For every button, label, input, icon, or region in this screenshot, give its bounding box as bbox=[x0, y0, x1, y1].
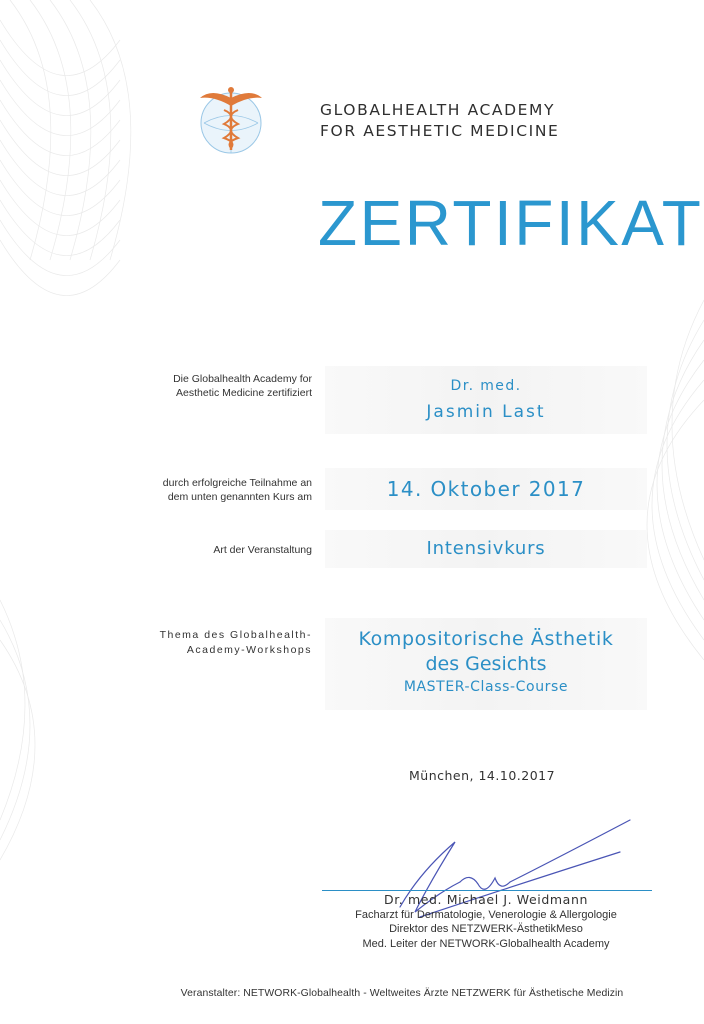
signatory-line2: Direktor des NETZWERK-ÄsthetikMeso bbox=[389, 923, 583, 935]
place-and-date: München, 14.10.2017 bbox=[409, 768, 556, 783]
date-label-line2: dem unten genannten Kurs am bbox=[167, 491, 312, 503]
signatory-line3: Med. Leiter der NETWORK-Globalhealth Academy bbox=[362, 937, 610, 950]
organizer-footer: Veranstalter: NETWORK-Globalhealth - Weltweites Ärzte NETZWERK für Ästhetische Medizin bbox=[180, 988, 624, 999]
theme-field bbox=[325, 618, 647, 710]
certificate-title: ZERTIFIKAT bbox=[318, 187, 704, 259]
recipient-name: Jasmin Last bbox=[426, 402, 546, 422]
caduceus-globe-icon bbox=[186, 78, 276, 168]
signatory-line1: Facharzt für Dermatologie, Venerologie & Allergologie bbox=[355, 908, 617, 921]
theme-label bbox=[120, 628, 312, 658]
date-label-line1: durch erfolgreiche Teilnahme an bbox=[162, 477, 312, 489]
signatory-name: Dr. med. Michael J. Weidmann bbox=[383, 892, 588, 907]
recipient-title: Dr. med. bbox=[450, 378, 522, 394]
certifies-label-line1: Die Globalhealth Academy for bbox=[173, 373, 312, 385]
certifies-label bbox=[120, 372, 312, 400]
theme-subtitle: MASTER-Class-Course bbox=[403, 679, 569, 695]
recipient-field bbox=[325, 366, 647, 434]
academy-logo bbox=[186, 78, 276, 168]
course-date: 14. Oktober 2017 bbox=[325, 468, 647, 510]
theme-title-line2: des Gesichts bbox=[425, 653, 547, 675]
academy-name bbox=[320, 100, 559, 142]
academy-name-line2: FOR AESTHETIC MEDICINE bbox=[320, 122, 560, 140]
signature-line bbox=[322, 890, 652, 891]
date-label bbox=[120, 476, 312, 504]
event-type-label: Art der Veranstaltung bbox=[213, 544, 312, 556]
signatory-block bbox=[310, 893, 662, 951]
academy-name-line1: GLOBALHEALTH ACADEMY bbox=[320, 101, 556, 119]
theme-title-line1: Kompositorische Ästhetik bbox=[358, 628, 614, 650]
event-type-value: Intensivkurs bbox=[325, 530, 647, 568]
theme-label-line1: Thema des Globalhealth- bbox=[159, 629, 312, 641]
certifies-label-line2: Aesthetic Medicine zertifiziert bbox=[176, 387, 312, 399]
theme-label-line2: Academy-Workshops bbox=[186, 644, 312, 656]
